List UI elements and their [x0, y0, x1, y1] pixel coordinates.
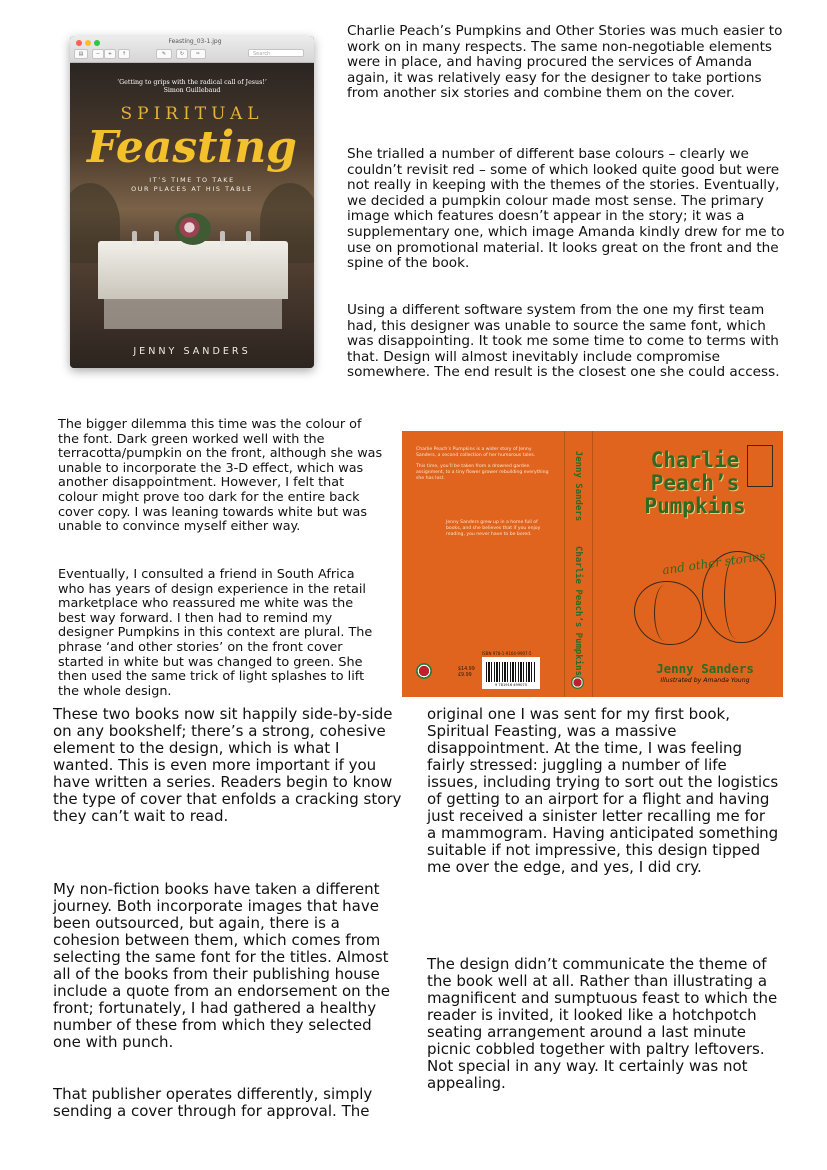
cover-title-top: SPIRITUAL: [120, 104, 264, 124]
cover-tagline: [70, 176, 314, 194]
barcode-bars: [486, 662, 536, 682]
pumpkin-rib: [654, 585, 675, 641]
zoom-out-icon[interactable]: −: [92, 49, 104, 59]
cover-glass: [154, 231, 159, 245]
front-title-line: Pumpkins: [644, 494, 746, 518]
article-paragraph: These two books now sit happily side-by-side on any bookshelf; there’s a strong, cohesive element to the design, which is what I wanted. This is even more important if you have written a series. Readers begin to know the type of cover that enfolds a cracking story they can’t wait to read.: [53, 705, 402, 825]
pumpkins-cover-spread: [402, 431, 783, 697]
cover-prices: [458, 667, 475, 679]
cover-author: JENNY SANDERS: [133, 346, 251, 357]
cover-flowers: [175, 213, 211, 245]
back-cover-blurb: [416, 447, 551, 543]
cover-table: [98, 241, 288, 299]
barcode: [482, 657, 540, 689]
close-window-button[interactable]: [76, 40, 82, 46]
cover-glass: [220, 231, 225, 245]
window-titlebar: [70, 36, 314, 63]
cover-quote-author: Simon Guillebaud: [163, 86, 221, 94]
spine-edge: [592, 431, 593, 697]
cover-title-main: Feasting: [87, 122, 297, 173]
article-paragraph: Eventually, I consulted a friend in South Africa who has years of design experience in the retail marketplace who reassured me white was the best way forward. I then had to remind my designer Pumpkins in this context are plural. The phrase ‘and other stories’ on the front cover started in white but was changed to green. She then used the same trick of light splashes to lift the whole design.: [58, 567, 373, 699]
spine-author: Jenny Sanders: [573, 450, 583, 522]
price: $14.99: [458, 667, 475, 672]
article-paragraph: That publisher operates differently, simply sending a cover through for approval. The: [53, 1085, 373, 1120]
article-paragraph: Using a different software system from the one my first team had, this designer was unable to source the same font, which was disappointing. It took me some time to come to terms with that. Design will almost inevitably include compromise somewhere. The end result is the closest one she could access.: [347, 302, 780, 381]
zoom-in-icon[interactable]: +: [104, 49, 116, 59]
back-blurb-text: Charlie Peach’s Pumpkins is a wider story of Jenny Sanders, a second collection of her humorous tales.: [416, 447, 536, 458]
spine-publisher-logo: [571, 676, 584, 689]
pumpkins-illustrator: Illustrated by Amanda Young: [660, 677, 750, 684]
annotate-icon[interactable]: ✑: [190, 49, 206, 59]
cover-tagline-line: OUR PLACES AT HIS TABLE: [131, 185, 253, 193]
article-paragraph: She trialled a number of different base colours – clearly we couldn’t revisit red – some of which looked quite good but were not really in keeping with the themes of the stories. Eventually, we decided a pumpkin colour made most sense. The primary image which features doesn’t appear in the story; it was a supplementary one, which image Amanda kindly drew for me to use on promotional material. It looks great on the front and the spine of the book.: [347, 146, 785, 272]
barcode-digits: 9 781916 499075: [494, 683, 527, 687]
pumpkins-front-title: [620, 449, 770, 518]
cover-glass: [132, 231, 137, 245]
spine-edge: [564, 431, 565, 697]
back-blurb-text: Jenny Sanders grew up in a home full of books, and she believes that if you enjoy reading, you never have to be bored.: [446, 520, 541, 537]
pumpkins-subtitle: and other stories: [661, 548, 767, 578]
isbn-text: ISBN 978-1-9164-9907-5: [482, 651, 532, 656]
zoom-window-button[interactable]: [94, 40, 100, 46]
front-title-line: Charlie: [650, 448, 740, 472]
article-paragraph: original one I was sent for my first book, Spiritual Feasting, was a massive disappointment. At the time, I was feeling fairly stressed: juggling a number of life issues, including trying to sort out the logistics of getting to an airport for a flight and having just received a sinister letter recalling me for a mammogram. Having anticipated something suitable if not impressive, this design tipped me over the edge, and yes, I did cry.: [427, 705, 779, 876]
back-blurb-text: This time, you’ll be taken from a drowned garden assignment, to a tiny flower grower rebuilding everything she has lost.: [416, 464, 549, 481]
price: £9.99: [458, 673, 472, 678]
article-paragraph: The bigger dilemma this time was the colour of the font. Dark green worked well with the terracotta/pumpkin on the front, although she was unable to incorporate the 3-D effect, which was another disappointment. However, I felt that colour might prove too dark for the entire back cover copy. I was leaning towards white but was unable to convince myself either way.: [58, 417, 383, 535]
sidebar-toggle-icon[interactable]: ▤: [74, 49, 88, 59]
cover-table-cloth: [104, 299, 282, 329]
window-title: Feasting_03-1.jpg: [168, 38, 222, 45]
share-icon[interactable]: ↑: [118, 49, 130, 59]
rotate-icon[interactable]: ↻: [176, 49, 188, 59]
cover-quote-text: ‘Getting to grips with the radical call of Jesus!’: [117, 79, 267, 86]
publisher-logo: [416, 663, 432, 679]
pumpkins-front-author: Jenny Sanders: [656, 661, 754, 676]
article-paragraph: The design didn’t communicate the theme of the book well at all. Rather than illustrating a magnificent and sumptuous feast to which the reader is invited, it looked like a hotchpotch seating arrangement around a last minute picnic cobbled together with paltry leftovers. Not special in any way. It certainly was not appealing.: [427, 955, 778, 1092]
cover-quote: [78, 79, 306, 94]
article-paragraph: My non-fiction books have taken a different journey. Both incorporate images that have been outsourced, but again, there is a cohesion between them, which comes from selecting the same font for the titles. Almost all of the books from their publishing house include a quote from an endorsement on the front; fortunately, I had gathered a healthy number of these from which they selected one with punch.: [53, 880, 391, 1051]
cover-glass: [246, 231, 251, 245]
search-input[interactable]: Search: [248, 49, 304, 57]
minimize-window-button[interactable]: [85, 40, 91, 46]
front-title-line: Peach’s: [650, 471, 740, 495]
markup-icon[interactable]: ✎: [156, 49, 172, 59]
article-paragraph: Charlie Peach’s Pumpkins and Other Stories was much easier to work on in many respects. The same non-negotiable elements were in place, and having procured the services of Amanda again, it was relatively easy for the designer to take portions from another six stories and combine them on the cover.: [347, 23, 783, 102]
cover-tagline-line: IT’S TIME TO TAKE: [149, 176, 235, 184]
spine-title: Charlie Peach’s Pumpkins: [573, 545, 583, 677]
preview-window: [70, 36, 314, 368]
spiritual-feasting-cover: [70, 63, 314, 368]
